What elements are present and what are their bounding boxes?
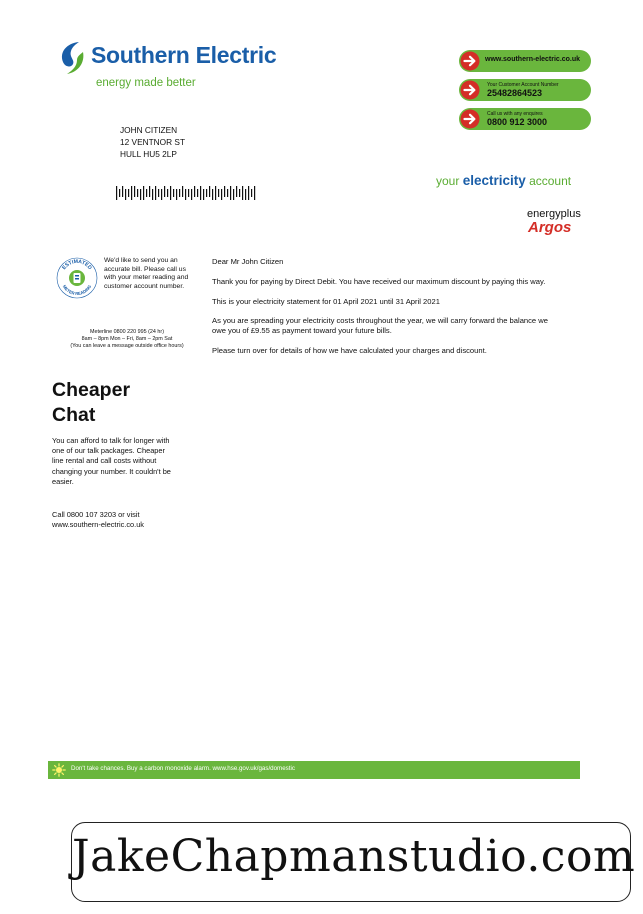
letter-paragraph-3: As you are spreading your electricity costs throughout the year, we will carry forward the balance we owe you of £9.55 as payment toward your future bills. [212, 316, 548, 335]
letter-paragraph-2: This is your electricity statement for 01 April 2021 until 31 April 2021 [212, 297, 440, 306]
badge-top-text: ESTIMATED [61, 258, 93, 272]
arrow-right-icon [460, 109, 480, 129]
address-line-2: HULL HU5 2LP [120, 149, 177, 159]
meterline-line-3: (You can leave a message outside office hours) [70, 342, 184, 349]
account-number-value: 25482864523 [487, 88, 543, 98]
account-title-prefix: your [436, 174, 460, 188]
account-number-pill [459, 79, 591, 101]
arrow-right-icon [460, 80, 480, 100]
meterline-line-1: Meterline 0800 220 995 (24 hr) [89, 329, 165, 335]
energyplus-label: energyplus [527, 208, 581, 220]
phone-pill[interactable] [459, 108, 591, 130]
account-title [436, 173, 571, 188]
letter-paragraph-4: Please turn over for details of how we have calculated your charges and discount. [212, 346, 487, 355]
recipient-name: JOHN CITIZEN [120, 125, 178, 135]
account-title-highlight: electricity [462, 173, 526, 188]
arrow-right-icon [460, 51, 480, 71]
phone-number[interactable]: 0800 912 3000 [487, 117, 548, 127]
argos-logo: Argos [528, 219, 572, 236]
phone-label: Call us with any enquires [487, 111, 543, 117]
watermark-box [71, 822, 636, 902]
meterline-info [54, 329, 200, 349]
account-number-label: Your Customer Account Number [487, 82, 559, 88]
estimated-reading-text: We'd like to send you an accurate bill. Please call us with your meter reading and customer account number. [104, 257, 189, 290]
postal-barcode [116, 186, 258, 200]
southern-electric-logo-icon [57, 40, 87, 76]
meterline-line-2: 8am – 8pm Mon – Fri, 8am – 2pm Sat [81, 335, 173, 342]
promo-call: Call 0800 107 3203 or visit www.southern-electric.co.uk [52, 510, 145, 530]
letter-body [212, 257, 562, 366]
website-pill[interactable] [459, 50, 591, 72]
footer-bar [48, 761, 580, 779]
letter-paragraph-1: Thank you for paying by Direct Debit. You have received our maximum discount by paying this way. [212, 277, 546, 286]
brand-name: Southern Electric [91, 42, 277, 68]
promo-body: You can afford to talk for longer with one of our talk packages. Cheaper line rental and call costs without changing your number. It couldn't be easier. [52, 436, 171, 486]
address-line-1: 12 VENTNOR ST [120, 137, 186, 147]
badge-bottom-text: METER READING [61, 284, 93, 297]
letter-greeting: Dear Mr John Citizen [212, 257, 284, 266]
recipient-address [120, 124, 185, 160]
website-link[interactable]: www.southern-electric.co.uk [485, 56, 581, 63]
footer-text: Don't take chances. Buy a carbon monoxide alarm. www.hse.gov.uk/gas/domestic [71, 765, 295, 772]
promo-title [52, 378, 130, 428]
promo-title-line-2: Chat [52, 404, 96, 426]
account-title-suffix: account [529, 174, 572, 188]
sun-icon [52, 763, 66, 777]
promo-title-line-1: Cheaper [52, 379, 131, 401]
brand-tagline: energy made better [96, 77, 196, 89]
estimated-meter-reading-badge [56, 257, 98, 299]
watermark-text: JakeChapmanstudio.com [72, 831, 636, 882]
